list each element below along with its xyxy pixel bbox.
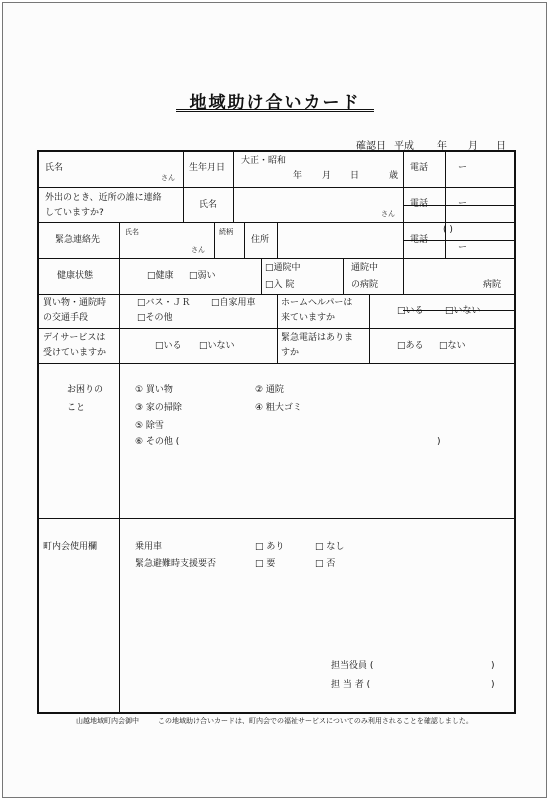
transport-other-checkbox[interactable]: □その他 (137, 313, 173, 323)
dayservice-label-line2: 受けていますか (43, 348, 107, 358)
trouble-other-close: ) (437, 437, 441, 447)
helper-yes-checkbox[interactable]: □いる (397, 306, 424, 316)
support-need-checkbox[interactable]: □ 要 (255, 559, 276, 569)
birth-era-options: 大正・昭和 (241, 156, 287, 166)
contact-question-line2: していますか? (45, 208, 104, 218)
emergency-phone-dash: ー (458, 243, 468, 253)
phone-dash: ー (458, 163, 468, 173)
confirm-year: 年 (437, 141, 447, 152)
transport-label-line2: の交通手段 (43, 313, 89, 323)
health-good-checkbox[interactable]: □健康 (147, 271, 174, 281)
staff-close: ) (491, 680, 495, 690)
car-no-checkbox[interactable]: □ なし (315, 542, 345, 552)
relation-label: 続柄 (219, 228, 233, 236)
emergency-phone-q-line1: 緊急電話はありま (281, 333, 354, 343)
health-label: 健康状態 (57, 271, 94, 281)
car-label: 乗用車 (135, 542, 163, 552)
emergency-phone-paren: ( ) (443, 225, 453, 235)
emergency-name-label: 氏名 (125, 228, 139, 236)
address-label: 住所 (251, 235, 270, 245)
council-use-label: 町内会使用欄 (43, 542, 98, 552)
hospital-label-line2: の病院 (351, 280, 379, 290)
helper-label-line1: ホームヘルパーは (281, 298, 353, 308)
phone-label: 電話 (410, 163, 429, 173)
transport-car-checkbox[interactable]: □自家用車 (211, 298, 256, 308)
dayservice-yes-checkbox[interactable]: □いる (155, 341, 182, 351)
neighbor-name-label: 氏名 (199, 200, 218, 210)
hospital-label-line1: 通院中 (351, 263, 379, 273)
officer-close: ) (491, 661, 495, 671)
confirm-day: 日 (496, 141, 506, 152)
car-yes-checkbox[interactable]: □ あり (255, 542, 285, 552)
neighbor-phone-label: 電話 (410, 199, 429, 209)
age-label: 歳 (389, 171, 399, 181)
neighbor-phone-dash: ー (458, 199, 468, 209)
name-label: 氏名 (45, 163, 64, 173)
birth-year: 年 (293, 171, 303, 181)
trouble-item-shopping: ① 買い物 (135, 385, 173, 395)
health-weak-checkbox[interactable]: □弱い (189, 271, 216, 281)
confirm-month: 月 (468, 141, 478, 152)
trouble-label-line1: お困りの (67, 385, 104, 395)
staff-label: 担 当 者 ( (331, 680, 371, 690)
trouble-label-line2: こと (67, 403, 86, 413)
confirm-date-label: 確認日 (356, 141, 386, 152)
emergency-phone-yes-checkbox[interactable]: □ある (397, 341, 424, 351)
footer-org: 山越地域町内会御中 (76, 717, 139, 725)
trouble-item-snow: ⑤ 除雪 (135, 421, 164, 431)
emergency-contact-label: 緊急連絡先 (55, 235, 101, 245)
neighbor-san: さん (381, 210, 395, 218)
helper-label-line2: 来ていますか (281, 313, 336, 323)
dayservice-label-line1: デイサービスは (43, 333, 106, 343)
footer-note: この地域助け合いカードは、町内会での福祉サービスについてのみ利用されることを確認しました。 (158, 717, 473, 725)
name-san: さん (161, 174, 175, 182)
birth-day: 日 (350, 171, 360, 181)
title-underline (176, 108, 374, 112)
support-need-label: 緊急避難時支援要否 (135, 559, 217, 569)
confirm-era: 平成 (394, 141, 414, 152)
helper-no-checkbox[interactable]: □いない (445, 306, 481, 316)
emergency-phone-no-checkbox[interactable]: □ない (439, 341, 466, 351)
emergency-phone-label: 電話 (410, 235, 429, 245)
hospital-suffix: 病院 (483, 280, 502, 290)
inpatient-checkbox[interactable]: □入 院 (265, 280, 295, 290)
emergency-san: さん (191, 246, 205, 254)
card-title: 地域助け合いカード (189, 93, 361, 113)
support-noneed-checkbox[interactable]: □ 否 (315, 559, 336, 569)
trouble-item-garbage: ④ 粗大ゴミ (255, 403, 302, 413)
birth-month: 月 (322, 171, 332, 181)
emergency-phone-q-line2: すか (281, 348, 300, 358)
trouble-item-cleaning: ③ 家の掃除 (135, 403, 182, 413)
officer-label: 担当役員 ( (331, 661, 374, 671)
card-form (37, 150, 516, 714)
birthdate-label: 生年月日 (189, 163, 226, 173)
trouble-item-hospital: ② 通院 (255, 385, 284, 395)
trouble-item-other: ⑥ その他 ( (135, 437, 180, 447)
transport-bus-checkbox[interactable]: □バス・ＪＲ (137, 298, 191, 308)
transport-label-line1: 買い物・通院時 (43, 298, 107, 308)
outpatient-checkbox[interactable]: □通院中 (265, 263, 301, 273)
dayservice-no-checkbox[interactable]: □いない (199, 341, 235, 351)
contact-question-line1: 外出のとき、近所の誰に連絡 (45, 193, 162, 203)
